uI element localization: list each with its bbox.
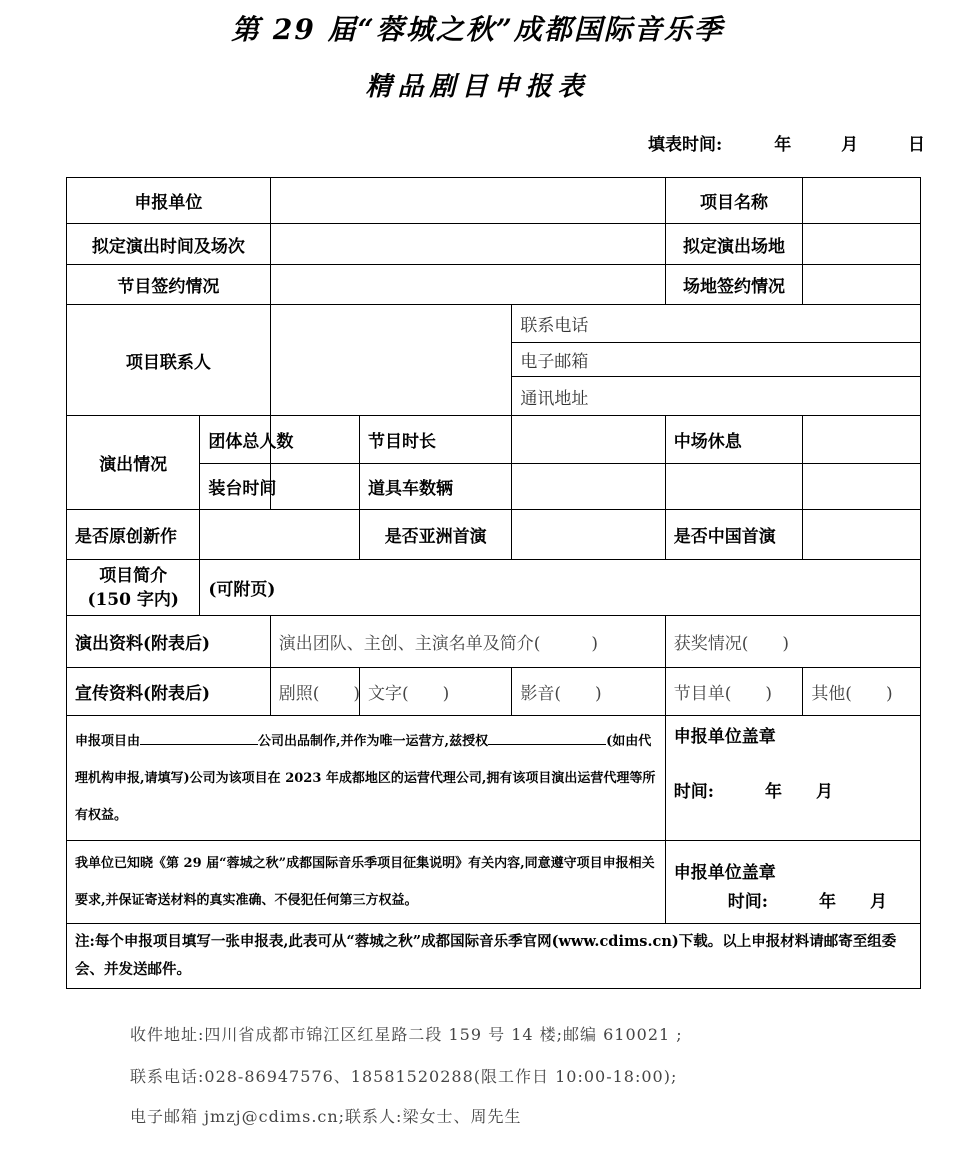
field-original[interactable] [200, 510, 360, 560]
label-intro [67, 560, 200, 616]
field-program-sheet[interactable]: 节目单( ) [665, 668, 803, 716]
form-subtitle: 精品剧目申报表 [365, 72, 590, 102]
label-performance: 演出情况 [67, 416, 200, 510]
label-intro-line2: (150 字内) [87, 589, 179, 610]
field-project-name[interactable] [803, 178, 921, 224]
blank-producer-company[interactable] [140, 730, 258, 745]
field-other[interactable]: 其他( ) [803, 668, 921, 716]
field-applicant-unit[interactable] [270, 178, 665, 224]
field-intermission[interactable] [803, 416, 921, 464]
field-setup-time[interactable] [270, 464, 359, 510]
field-contact-phone[interactable]: 联系电话 [512, 305, 921, 343]
field-contact-email[interactable]: 电子邮箱 [512, 343, 921, 377]
label-duration: 节目时长 [360, 416, 512, 464]
label-intro-line1: 项目简介 [99, 565, 168, 586]
decl1-part-c: (如由代理机构申报,请填写)公司为该项目在 2023 年成都地区的运营代理公司,拥有该项目演出运营代理等所有权益。 [75, 733, 656, 823]
field-planned-venue[interactable] [803, 224, 921, 265]
label-setup-time: 装台时间 [200, 464, 270, 510]
field-blank-b[interactable] [803, 464, 921, 510]
label-planned-venue: 拟定演出场地 [665, 224, 803, 265]
seal2-label: 申报单位盖章 [673, 863, 776, 883]
fill-date-label: 填表时间: [648, 135, 723, 155]
label-applicant-unit: 申报单位 [67, 178, 271, 224]
field-blank-a[interactable] [665, 464, 803, 510]
label-original: 是否原创新作 [67, 510, 200, 560]
label-contact-person: 项目联系人 [67, 305, 271, 416]
form-note: 注:每个申报项目填写一张申报表,此表可从“蓉城之秋”成都国际音乐季官网(www.cdims.cn)下载。以上申报材料请邮寄至组委会、并发送邮件。 [67, 924, 921, 989]
field-contact-address[interactable]: 通讯地址 [512, 377, 921, 416]
application-form-table [66, 177, 921, 989]
field-planned-time[interactable] [270, 224, 665, 265]
field-contact-person[interactable] [270, 305, 512, 416]
field-venue-contract[interactable] [803, 265, 921, 305]
label-promo-materials: 宣传资料(附表后) [67, 668, 271, 716]
label-asia-premiere: 是否亚洲首演 [360, 510, 512, 560]
field-perf-materials[interactable]: 演出团队、主创、主演名单及简介( ) [270, 616, 665, 668]
fill-date-month: 月 [841, 135, 859, 155]
field-photos[interactable]: 剧照( ) [270, 668, 359, 716]
label-project-name: 项目名称 [665, 178, 803, 224]
field-props-vehicles[interactable] [512, 464, 665, 510]
blank-agent-company[interactable] [488, 730, 606, 745]
field-program-contract[interactable] [270, 265, 665, 305]
field-text[interactable]: 文字( ) [360, 668, 512, 716]
footer-phone: 联系电话:028-86947576、18581520288(限工作日 10:00-18:00); [130, 1067, 678, 1086]
seal1-label: 申报单位盖章 [673, 727, 776, 747]
field-av[interactable]: 影音( ) [512, 668, 665, 716]
footer-address: 收件地址:四川省成都市锦江区红星路二段 159 号 14 楼;邮编 610021 ; [130, 1025, 683, 1044]
declaration-authorization [67, 716, 666, 841]
label-intermission: 中场休息 [665, 416, 803, 464]
label-venue-contract: 场地签约情况 [665, 265, 803, 305]
field-china-premiere[interactable] [803, 510, 921, 560]
label-perf-materials: 演出资料(附表后) [67, 616, 271, 668]
seal-box-2 [665, 841, 920, 924]
declaration-compliance: 我单位已知晓《第 29 届“蓉城之秋”成都国际音乐季项目征集说明》有关内容,同意遵守项目申报相关要求,并保证寄送材料的真实准确、不侵犯任何第三方权益。 [67, 841, 666, 924]
field-awards[interactable]: 获奖情况( ) [665, 616, 920, 668]
label-props-vehicles: 道具车数辆 [360, 464, 512, 510]
footer-email: 电子邮箱 jmzj@cdims.cn;联系人:梁女士、周先生 [130, 1107, 522, 1126]
form-title: 第 29 届“蓉城之秋”成都国际音乐季 [231, 13, 724, 46]
seal1-time: 时间: 年 月 [673, 782, 833, 802]
label-planned-time: 拟定演出时间及场次 [67, 224, 271, 265]
fill-date-day: 日 [908, 135, 926, 155]
field-intro[interactable]: (可附页) [200, 560, 921, 616]
decl1-part-a: 申报项目由 [75, 733, 141, 749]
label-program-contract: 节目签约情况 [67, 265, 271, 305]
fill-date [648, 130, 925, 155]
seal-box-1 [665, 716, 920, 841]
field-asia-premiere[interactable] [512, 510, 665, 560]
decl1-part-b: 公司出品制作,并作为唯一运营方,兹授权 [258, 733, 489, 749]
fill-date-year: 年 [774, 135, 792, 155]
label-troupe-size: 团体总人数 [200, 416, 270, 464]
seal2-time: 时间: 年 月 [727, 892, 887, 912]
field-duration[interactable] [512, 416, 665, 464]
label-china-premiere: 是否中国首演 [665, 510, 803, 560]
